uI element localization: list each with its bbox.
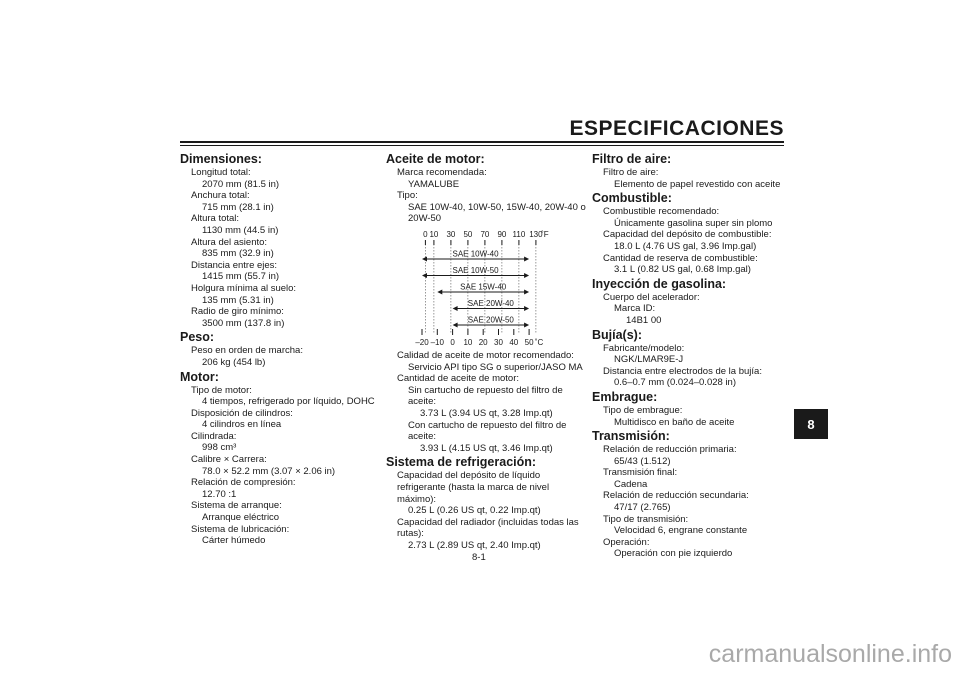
spec-line: Relación de reducción primaria: bbox=[603, 444, 737, 456]
c-tick-label: 20 bbox=[478, 337, 488, 347]
spec-line: Relación de compresión: bbox=[191, 477, 296, 489]
spec-line: Cuerpo del acelerador: bbox=[603, 291, 700, 303]
spec-line: Longitud total: bbox=[191, 167, 251, 178]
spec-line: Velocidad 6, engrane constante bbox=[614, 525, 748, 537]
section-heading: Inyección de gasolina: bbox=[592, 276, 727, 291]
spec-line: 3500 mm (137.8 in) bbox=[202, 317, 285, 329]
spec-line: 998 cm³ bbox=[202, 442, 237, 454]
spec-line: Marca ID: bbox=[614, 303, 656, 315]
section-heading: Sistema de refrigeración: bbox=[386, 455, 537, 470]
spec-line: Sistema de lubricación: bbox=[191, 523, 290, 535]
spec-line: Distancia entre ejes: bbox=[191, 259, 278, 271]
oil-viscosity-chart bbox=[392, 229, 562, 347]
section-heading: Dimensiones: bbox=[180, 152, 262, 166]
spec-line: 47/17 (2.765) bbox=[614, 502, 671, 514]
spec-line: Holgura mínima al suelo: bbox=[191, 282, 297, 294]
spec-line: Cadena bbox=[614, 478, 648, 490]
spec-line: 4 cilindros en línea bbox=[202, 419, 282, 431]
spec-line: Únicamente gasolina super sin plomo bbox=[614, 217, 773, 229]
spec-line: Cantidad de aceite de motor: bbox=[397, 373, 519, 385]
spec-line: Tipo de transmisión: bbox=[603, 513, 689, 525]
series-arrow-left bbox=[453, 322, 458, 327]
spec-line: 4 tiempos, refrigerado por líquido, DOHC bbox=[202, 396, 375, 408]
spec-line: Calidad de aceite de motor recomendado: bbox=[397, 349, 574, 361]
header-rule-thin bbox=[180, 145, 784, 146]
f-tick-label: 90 bbox=[497, 229, 507, 239]
spec-line: 12.70 :1 bbox=[202, 488, 237, 500]
spec-line: 2070 mm (81.5 in) bbox=[202, 178, 280, 190]
spec-line: Filtro de aire: bbox=[603, 167, 659, 178]
oil-section-bottom bbox=[386, 350, 586, 552]
spec-line: 2.73 L (2.89 US qt, 2.40 Imp.qt) bbox=[408, 539, 541, 551]
chapter-tab[interactable]: 8 bbox=[794, 409, 828, 439]
series-arrow-right bbox=[524, 322, 529, 327]
series-label: SAE 10W-50 bbox=[452, 265, 499, 275]
spec-line: Relación de reducción secundaria: bbox=[603, 490, 749, 502]
section-heading: Motor: bbox=[180, 369, 219, 384]
page-title: ESPECIFICACIONES bbox=[569, 117, 784, 140]
series-arrow-right bbox=[524, 273, 529, 278]
series-arrow-right bbox=[524, 256, 529, 261]
f-tick-label: 110 bbox=[512, 229, 526, 239]
spec-line: Peso en orden de marcha: bbox=[191, 345, 303, 357]
spec-line: 0.6–0.7 mm (0.024–0.028 in) bbox=[614, 377, 736, 389]
f-tick-label: 50 bbox=[463, 229, 473, 239]
spec-line: YAMALUBE bbox=[408, 178, 460, 190]
spec-column-3 bbox=[592, 151, 792, 560]
spec-line: 3.73 L (3.94 US qt, 3.28 Imp.qt) bbox=[420, 407, 553, 419]
page-number: 8-1 bbox=[472, 552, 486, 563]
c-tick-label: –10 bbox=[430, 337, 444, 347]
f-unit-label: ˚F bbox=[541, 229, 549, 239]
c-tick-label: 10 bbox=[463, 337, 473, 347]
spec-line: 65/43 (1.512) bbox=[614, 455, 671, 467]
series-label: SAE 20W-50 bbox=[467, 315, 514, 325]
spec-line: Elemento de papel revestido con aceite bbox=[614, 178, 781, 190]
c-tick-label: 30 bbox=[494, 337, 503, 347]
series-arrow-left bbox=[453, 306, 458, 311]
spec-line: Operación: bbox=[603, 536, 650, 548]
spec-line: 715 mm (28.1 in) bbox=[202, 201, 274, 213]
spec-line: Transmisión final: bbox=[603, 467, 678, 479]
series-label: SAE 20W-40 bbox=[467, 298, 514, 308]
spec-line: Sistema de arranque: bbox=[191, 500, 282, 512]
spec-line: Capacidad del depósito de líquido refrigerante (hasta la marca de nivel máximo): bbox=[397, 470, 550, 505]
spec-line: 835 mm (32.9 in) bbox=[202, 248, 274, 260]
spec-line: Altura del asiento: bbox=[191, 236, 268, 248]
spec-line: Cilindrada: bbox=[191, 430, 237, 442]
section-heading: Filtro de aire: bbox=[592, 152, 672, 166]
spec-line: Calibre × Carrera: bbox=[191, 454, 267, 466]
section-heading: Transmisión: bbox=[592, 429, 670, 444]
spec-line: Radio de giro mínimo: bbox=[191, 306, 284, 318]
spec-line: 3.93 L (4.15 US qt, 3.46 Imp.qt) bbox=[420, 442, 553, 454]
spec-line: Altura total: bbox=[191, 213, 240, 225]
spec-line: 0.25 L (0.26 US qt, 0.22 Imp.qt) bbox=[408, 505, 541, 517]
series-label: SAE 10W-40 bbox=[452, 249, 499, 259]
oil-section-top bbox=[386, 152, 586, 225]
section-heading: Combustible: bbox=[592, 191, 672, 206]
spec-column-1 bbox=[180, 151, 380, 547]
spec-line: Con cartucho de repuesto del filtro de aceite: bbox=[408, 419, 567, 443]
spec-line: Operación con pie izquierdo bbox=[614, 548, 733, 560]
section-heading: Bujía(s): bbox=[592, 327, 642, 342]
spec-line: Tipo de embrague: bbox=[603, 404, 683, 416]
spec-column-2 bbox=[386, 151, 586, 551]
c-unit-label: ˚C bbox=[534, 337, 544, 347]
spec-line: 3.1 L (0.82 US gal, 0.68 Imp.gal) bbox=[614, 264, 751, 276]
spec-line: Servicio API tipo SG o superior/JASO MA bbox=[408, 361, 583, 373]
series-label: SAE 15W-40 bbox=[460, 282, 507, 292]
spec-line: 206 kg (454 lb) bbox=[202, 356, 266, 368]
series-arrow-left bbox=[437, 289, 442, 294]
spec-line: Tipo de motor: bbox=[191, 384, 252, 396]
f-tick-label: 0 bbox=[423, 229, 428, 239]
series-arrow-right bbox=[524, 289, 529, 294]
spec-line: 78.0 × 52.2 mm (3.07 × 2.06 in) bbox=[202, 465, 336, 477]
spec-line: Anchura total: bbox=[191, 190, 250, 202]
section-heading: Peso: bbox=[180, 330, 215, 345]
spec-line: Combustible recomendado: bbox=[603, 206, 720, 218]
section-heading: Aceite de motor: bbox=[386, 152, 485, 166]
spec-line: Fabricante/modelo: bbox=[603, 342, 685, 354]
spec-line: SAE 10W-40, 10W-50, 15W-40, 20W-40 o 20W-50 bbox=[408, 201, 586, 225]
spec-line: Capacidad del radiador (incluidas todas las rutas): bbox=[397, 516, 579, 540]
spec-line: 1415 mm (55.7 in) bbox=[202, 271, 280, 283]
spec-line: Arranque eléctrico bbox=[202, 512, 280, 524]
series-arrow-left bbox=[422, 273, 427, 278]
spec-line: Cantidad de reserva de combustible: bbox=[603, 252, 758, 264]
f-tick-label: 130 bbox=[529, 229, 543, 239]
f-tick-label: 30 bbox=[446, 229, 456, 239]
header-rule bbox=[180, 141, 784, 143]
spec-line: 14B1 00 bbox=[626, 314, 662, 326]
spec-line: NGK/LMAR9E-J bbox=[614, 354, 684, 366]
spec-line: Tipo: bbox=[397, 190, 418, 202]
spec-line: Sin cartucho de repuesto del filtro de aceite: bbox=[408, 384, 563, 408]
spec-line: Cárter húmedo bbox=[202, 535, 266, 547]
spec-line: 135 mm (5.31 in) bbox=[202, 294, 274, 306]
spec-line: Distancia entre electrodos de la bujía: bbox=[603, 365, 762, 377]
c-tick-label: 40 bbox=[509, 337, 519, 347]
c-tick-label: –20 bbox=[415, 337, 429, 347]
spec-line: 18.0 L (4.76 US gal, 3.96 Imp.gal) bbox=[614, 240, 757, 252]
spec-line: Marca recomendada: bbox=[397, 167, 487, 178]
spec-line: 1130 mm (44.5 in) bbox=[202, 224, 279, 236]
c-tick-label: 50 bbox=[524, 337, 534, 347]
spec-line: Capacidad del depósito de combustible: bbox=[603, 229, 772, 241]
series-arrow-right bbox=[524, 306, 529, 311]
c-tick-label: 0 bbox=[450, 337, 455, 347]
spec-line: Multidisco en baño de aceite bbox=[614, 416, 735, 428]
series-arrow-left bbox=[422, 256, 427, 261]
f-tick-label: 10 bbox=[429, 229, 439, 239]
f-tick-label: 70 bbox=[480, 229, 490, 239]
watermark: carmanualsonline.info bbox=[708, 640, 952, 668]
section-heading: Embrague: bbox=[592, 389, 658, 404]
spec-line: Disposición de cilindros: bbox=[191, 407, 293, 419]
